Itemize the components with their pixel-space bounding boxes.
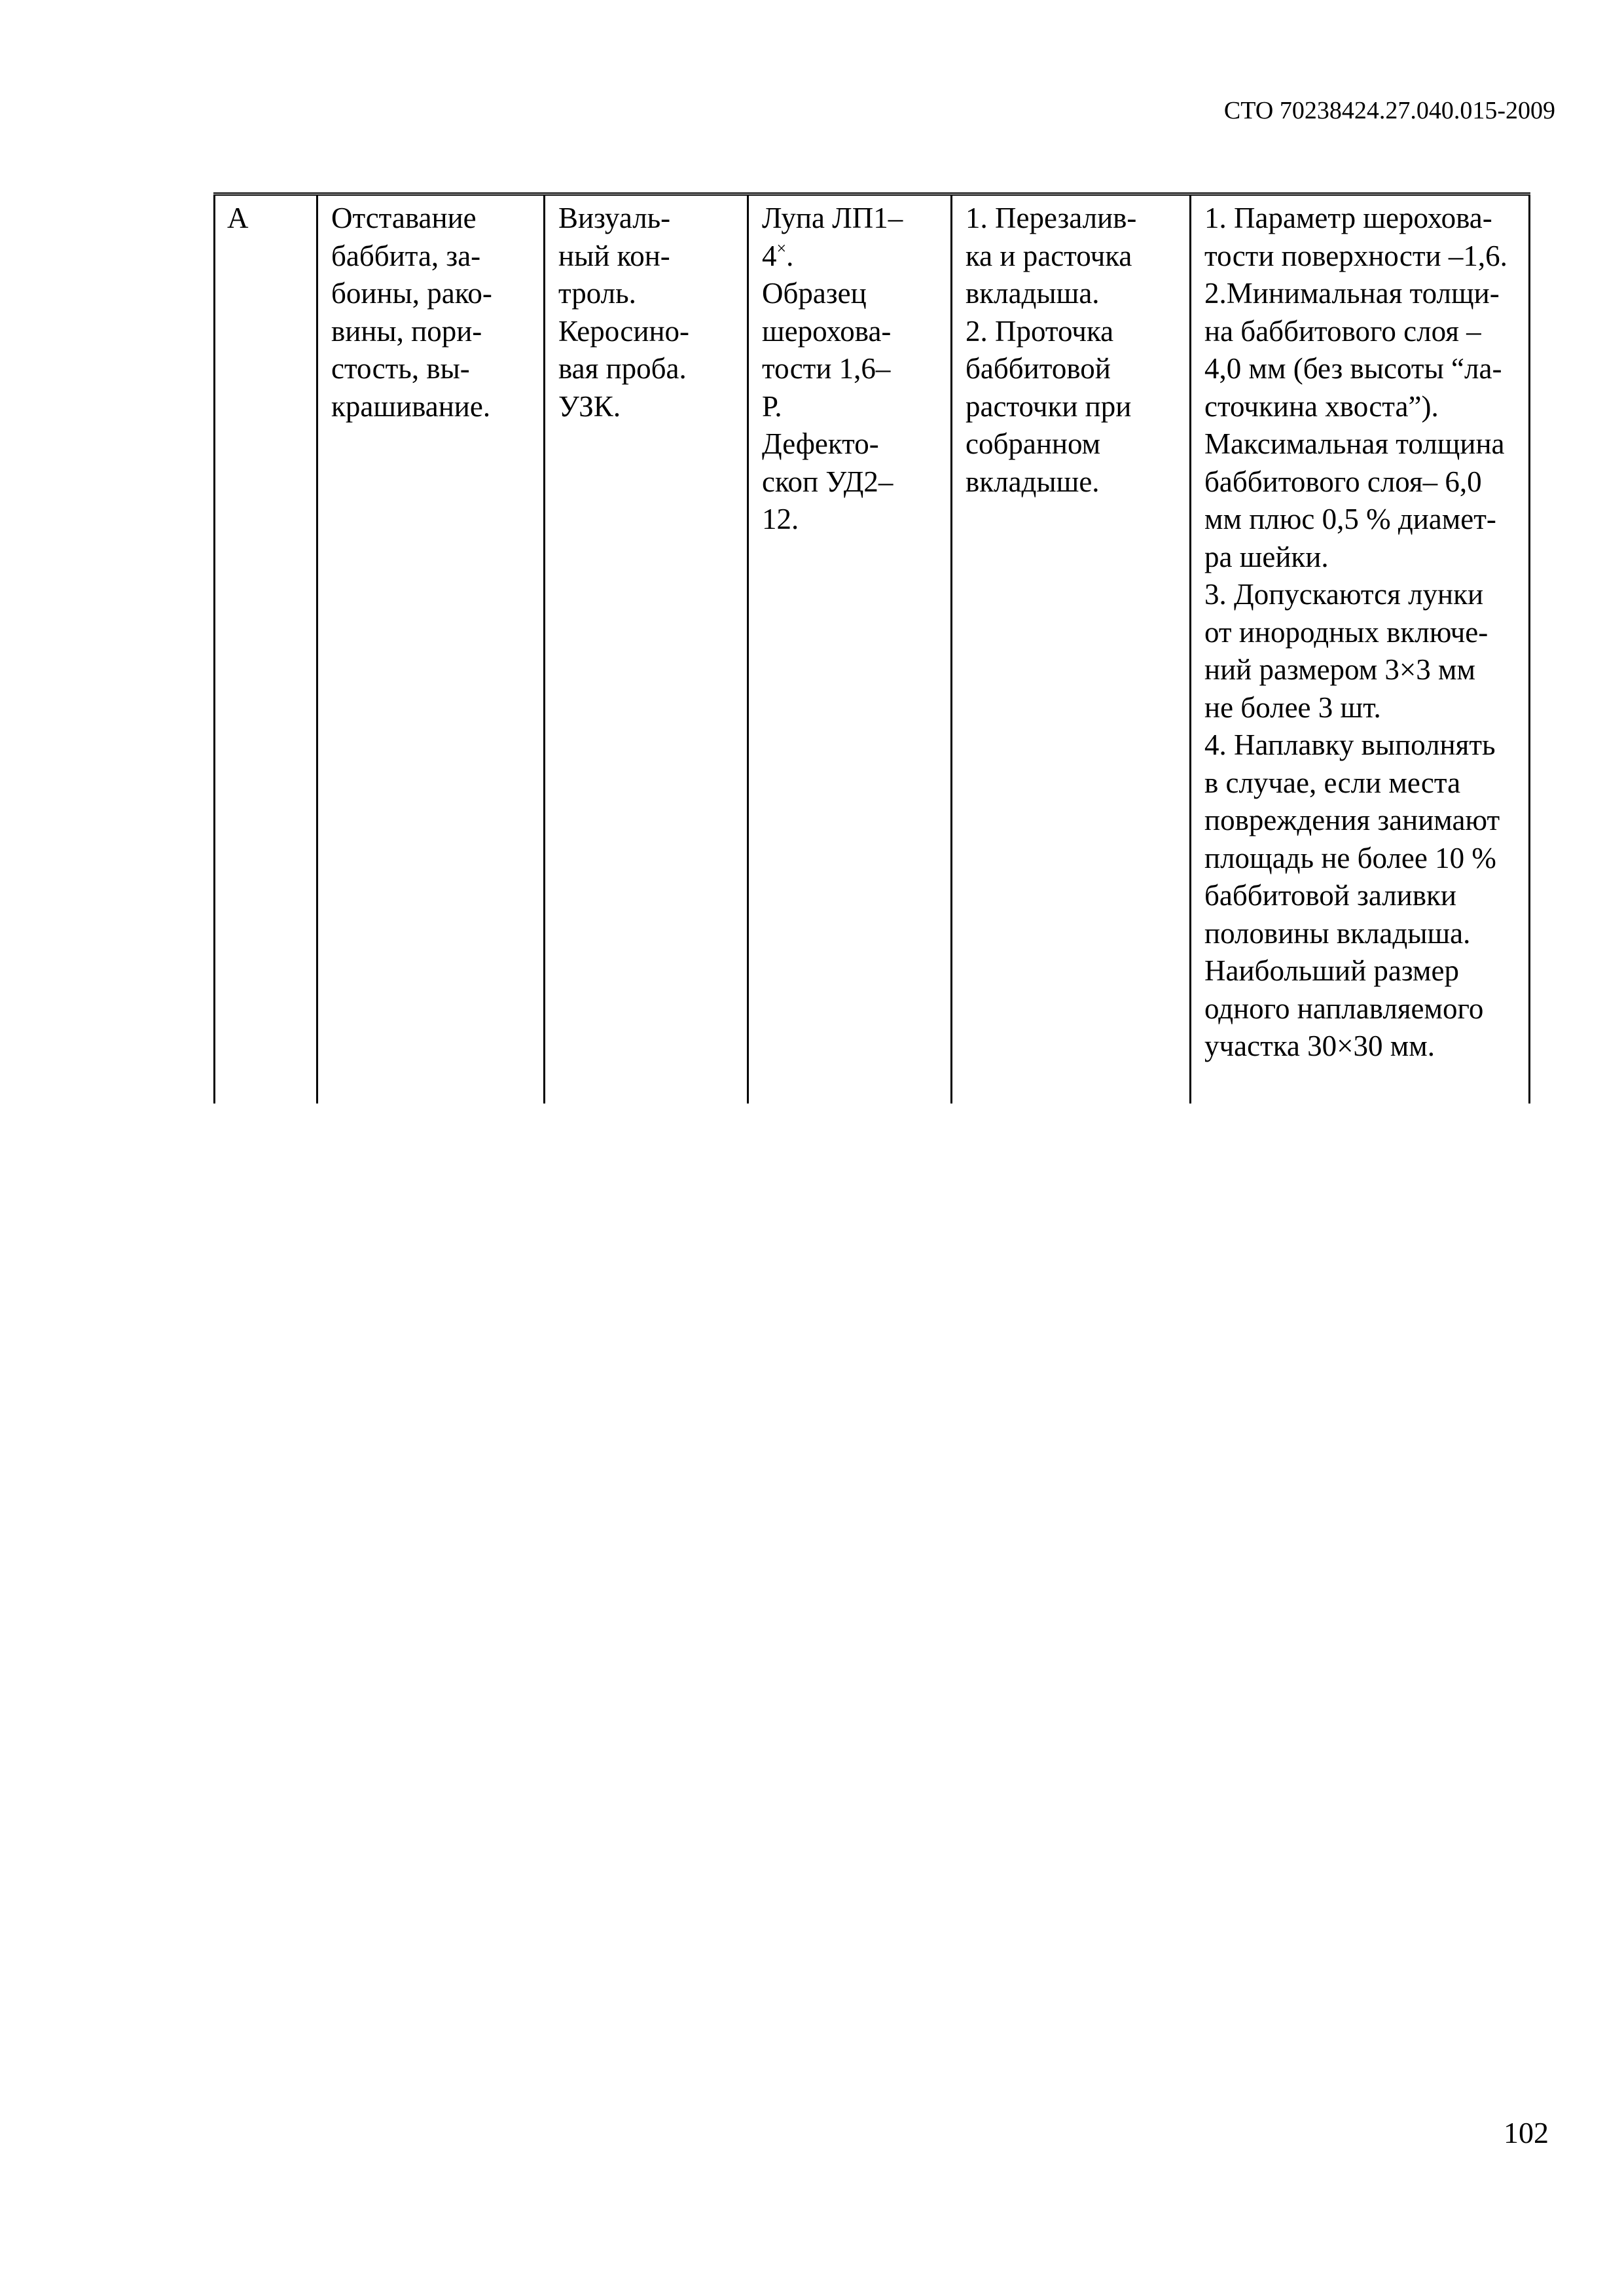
tools-text-rest: . Образец шерохова- тости 1,6– Р. Дефекто- скоп УД2– 12. xyxy=(762,239,893,535)
repair-method-cell: 1. Перезалив- ка и расточка вкладыша. 2. Проточка баббитовой расточки при собранном вкладыше. xyxy=(952,194,1191,1104)
inspection-tools-cell xyxy=(748,194,952,1104)
magnification-superscript: × xyxy=(776,238,787,258)
defect-cell: Отставание баббита, за- боины, рако- вины, пори- стость, вы- крашивание. xyxy=(317,194,545,1104)
document-code: СТО 70238424.27.040.015-2009 xyxy=(1223,97,1555,124)
defects-table xyxy=(213,192,1530,1103)
table-row xyxy=(215,194,1530,1104)
page-number: 102 xyxy=(1504,2116,1549,2149)
defects-table-grid xyxy=(213,192,1530,1103)
inspection-method-cell: Визуаль- ный кон- троль. Керосино- вая проба. УЗК. xyxy=(545,194,748,1104)
tools-text-start: Лупа ЛП1– 4 xyxy=(762,202,903,272)
technical-requirements-cell: 1. Параметр шерохова- тости поверхности –1,6. 2.Минимальная толщи- на баббитового слоя – 4,0 мм (без высоты “ла- сточкина хвоста”). Максимальная толщина баббитового слоя– 6,0 мм плюс 0,5 % диамет- ра шейки. 3. Допускаются лунки от инородных включе- ний размером 3×3 мм не более 3 шт. 4. Наплавку выполнять в случае, если места повреждения занимают площадь не более 10 % баббитовой заливки половины вкладыша. Наибольший размер одного наплавляемого участка 30×30 мм. xyxy=(1191,194,1530,1104)
category-cell: А xyxy=(215,194,317,1104)
